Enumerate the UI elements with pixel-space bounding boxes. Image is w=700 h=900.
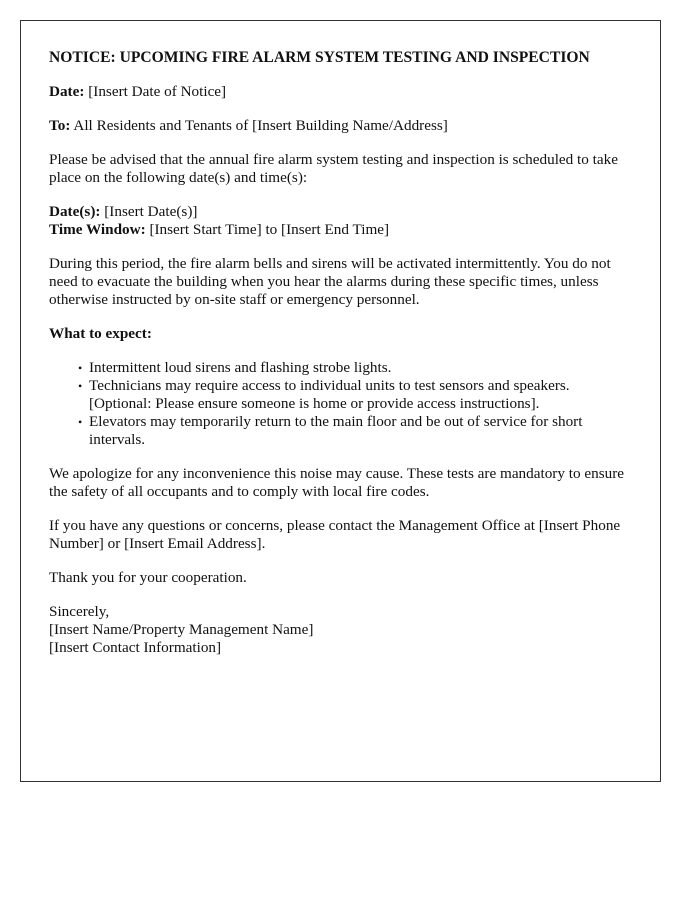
expect-heading [49, 325, 632, 343]
bullet-icon: • [78, 361, 83, 375]
bullet-icon: • [78, 415, 83, 429]
notice-document [20, 20, 661, 782]
expect-list [49, 359, 632, 449]
list-item-text: Intermittent loud sirens and flashing strobe lights. [89, 359, 392, 376]
list-item-text: Elevators may temporarily return to the main floor and be out of service for short intervals. [89, 413, 583, 448]
notice-title: NOTICE: UPCOMING FIRE ALARM SYSTEM TESTING AND INSPECTION [49, 49, 590, 66]
list-item [78, 413, 632, 449]
dates-label: Date(s): [49, 203, 101, 220]
contact-paragraph: If you have any questions or concerns, please contact the Management Office at [Insert Phone Number] or [Insert Email Address]. [49, 517, 621, 552]
expect-heading-text: What to expect: [49, 325, 152, 342]
list-item [78, 359, 632, 377]
schedule-time-line [49, 221, 632, 239]
time-window-value: [Insert Start Time] to [Insert End Time] [149, 221, 390, 238]
date-value: [Insert Date of Notice] [88, 83, 227, 100]
schedule-dates-line [49, 203, 632, 221]
signature-name: [Insert Name/Property Management Name] [49, 621, 314, 638]
signature-contact: [Insert Contact Information] [49, 639, 222, 656]
bullet-icon: • [78, 379, 83, 393]
to-label: To: [49, 117, 71, 134]
notice-date-line [49, 83, 632, 101]
list-item-text: Technicians may require access to individual units to test sensors and speakers. [Optional: Please ensure someone is home or provide access instructions]. [89, 377, 570, 412]
apology-paragraph: We apologize for any inconvenience this noise may cause. These tests are mandatory to ensure the safety of all occupants and to comply with local fire codes. [49, 465, 624, 500]
thanks-paragraph: Thank you for your cooperation. [49, 569, 247, 586]
to-value: All Residents and Tenants of [Insert Building Name/Address] [73, 117, 448, 134]
during-paragraph: During this period, the fire alarm bells and sirens will be activated intermittently. You do not need to evacuate the building when you hear the alarms during these specific times, unless otherwise instructed by on-site staff or emergency personnel. [49, 255, 611, 308]
date-label: Date: [49, 83, 85, 100]
closing-line: Sincerely, [49, 603, 110, 620]
schedule-block [49, 203, 632, 239]
dates-value: [Insert Date(s)] [104, 203, 198, 220]
list-item [78, 377, 632, 413]
intro-paragraph: Please be advised that the annual fire alarm system testing and inspection is scheduled to take place on the following date(s) and time(s): [49, 151, 618, 186]
time-window-label: Time Window: [49, 221, 146, 238]
notice-recipient-line [49, 117, 632, 135]
signature-block [49, 603, 632, 657]
